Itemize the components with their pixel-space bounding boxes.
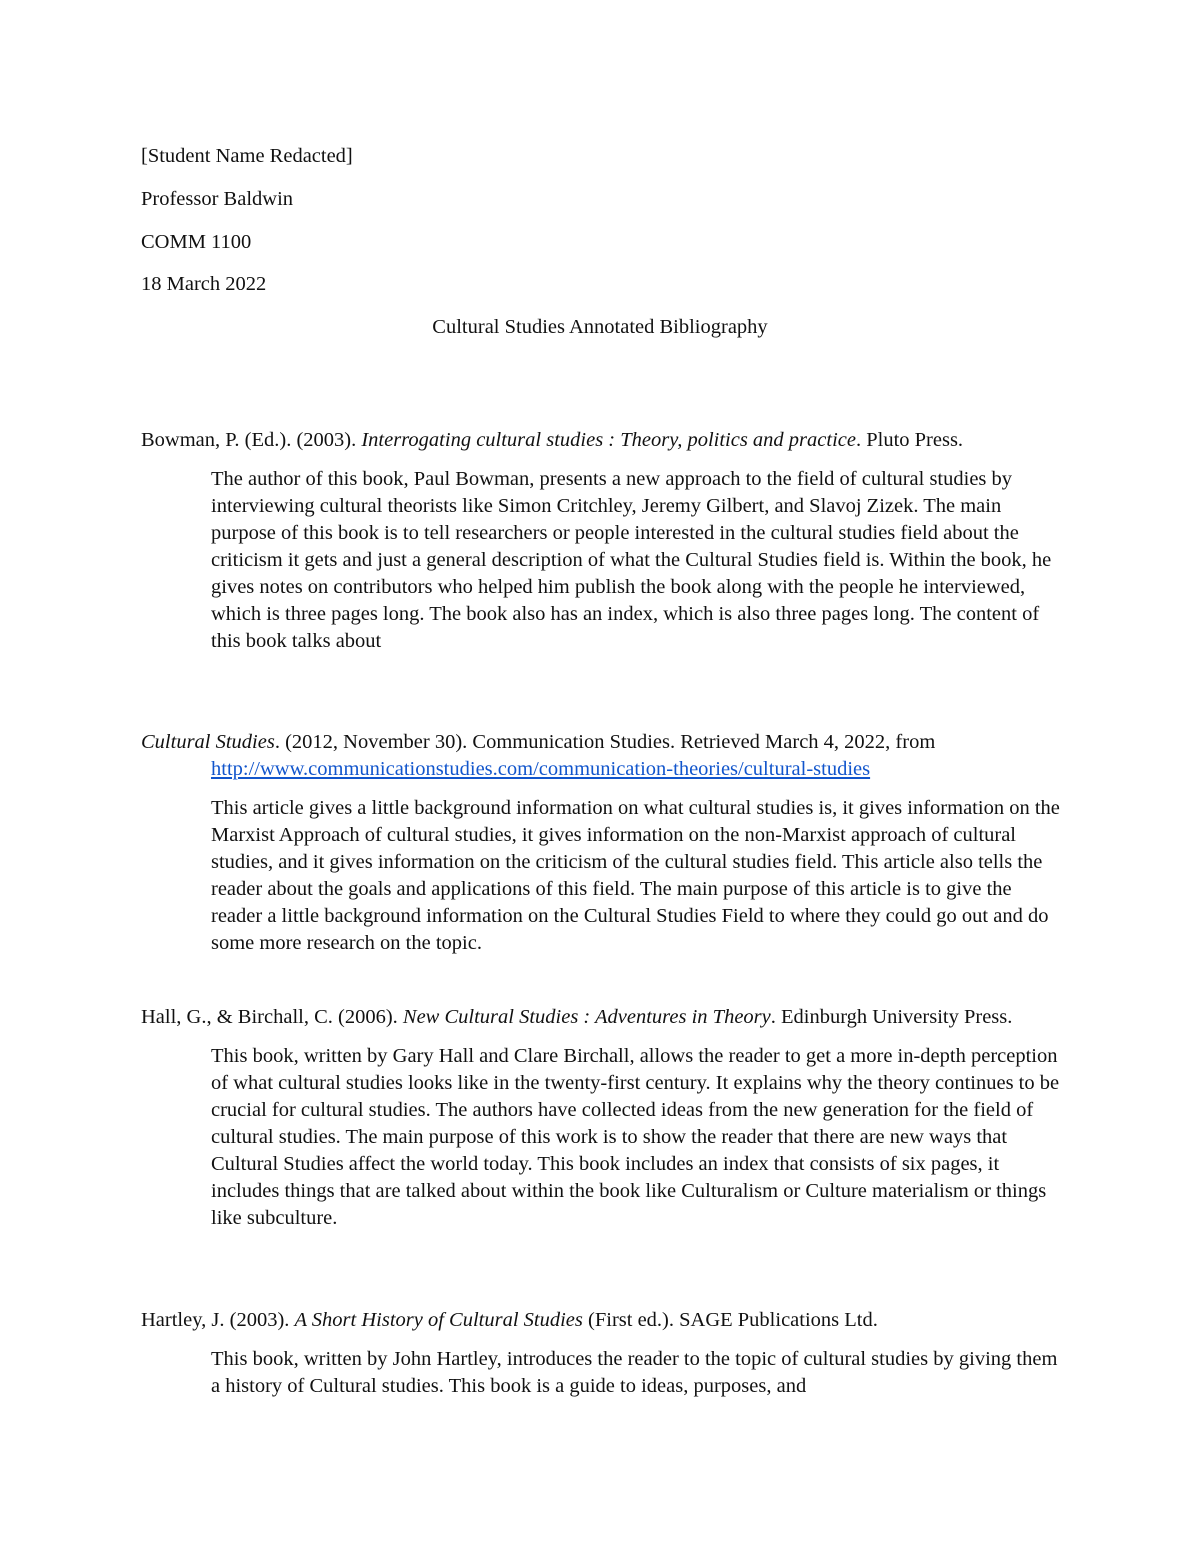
professor-name: Professor Baldwin: [141, 188, 294, 210]
citation: [141, 1307, 1061, 1334]
course-code: COMM 1100: [141, 231, 252, 253]
annotation: The author of this book, Paul Bowman, presents a new approach to the field of cultural studies by interviewing cultural theorists like Simon Critchley, Jeremy Gilbert, and Slavoj Zizek. The main purpose of this book is to tell researchers or people interested in the cultural studies field about the criticism it gets and just a general description of what the Cultural Studies field is. Within the book, he gives notes on contributors who helped him publish the book along with the people he interviewed, which is three pages long. The book also has an index, which is also three pages long. The content of this book talks about: [211, 468, 1052, 652]
citation: [141, 1004, 1061, 1031]
citation-publisher: (First ed.). SAGE Publications Ltd.: [582, 1309, 878, 1331]
citation-publisher: . Edinburgh University Press.: [770, 1006, 1013, 1028]
annotation: This article gives a little background information on what cultural studies is, it gives information on the Marxist Approach of cultural studies, it gives information on the non-Marxist approach of cultural studies, and it gives information on the criticism of the cultural studies field. This article also tells the reader about the goals and applications of this field. The main purpose of this article is to give the reader a little background information on the Cultural Studies Field to where they could go out and do some more research on the topic.: [211, 797, 1060, 954]
bibliography-entry-bowman: [141, 427, 1061, 655]
bibliography-entry-hall: [141, 1004, 1061, 1232]
citation-title: New Cultural Studies : Adventures in Theory: [402, 1006, 771, 1028]
citation-publisher: . Pluto Press.: [855, 429, 964, 451]
citation: [141, 427, 1061, 454]
citation-title: Cultural Studies: [141, 731, 275, 753]
citation-details: . (2012, November 30). Communication Studies. Retrieved March 4, 2022, from: [274, 731, 936, 753]
bibliography-entry-cultural-studies: [141, 729, 1061, 957]
citation-title: Interrogating cultural studies : Theory, politics and practice: [361, 429, 856, 451]
annotation: This book, written by John Hartley, introduces the reader to the topic of cultural studies by giving them a history of Cultural studies. This book is a guide to ideas, purposes, and: [211, 1348, 1058, 1397]
citation-url-link[interactable]: http://www.communicationstudies.com/communication-theories/cultural-studies: [211, 758, 871, 780]
citation-authors: Bowman, P. (Ed.). (2003).: [141, 429, 362, 451]
citation-title: A Short History of Cultural Studies: [294, 1309, 583, 1331]
document-title: Cultural Studies Annotated Bibliography: [432, 316, 768, 338]
student-name: [Student Name Redacted]: [141, 145, 353, 167]
annotation: This book, written by Gary Hall and Clare Birchall, allows the reader to get a more in-depth perception of what cultural studies looks like in the twenty-first century. It explains why the theory continues to be crucial for cultural studies. The authors have collected ideas from the new generation for the field of cultural studies. The main purpose of this work is to show the reader that there are new ways that Cultural Studies affect the world today. This book includes an index that consists of six pages, it includes things that are talked about within the book like Culturalism or Culture materialism or things like subculture.: [211, 1045, 1060, 1229]
citation: [141, 729, 1061, 783]
bibliography-entry-hartley: [141, 1307, 1061, 1400]
document-date: 18 March 2022: [141, 273, 267, 295]
citation-authors: Hall, G., & Birchall, C. (2006).: [141, 1006, 403, 1028]
citation-authors: Hartley, J. (2003).: [141, 1309, 295, 1331]
